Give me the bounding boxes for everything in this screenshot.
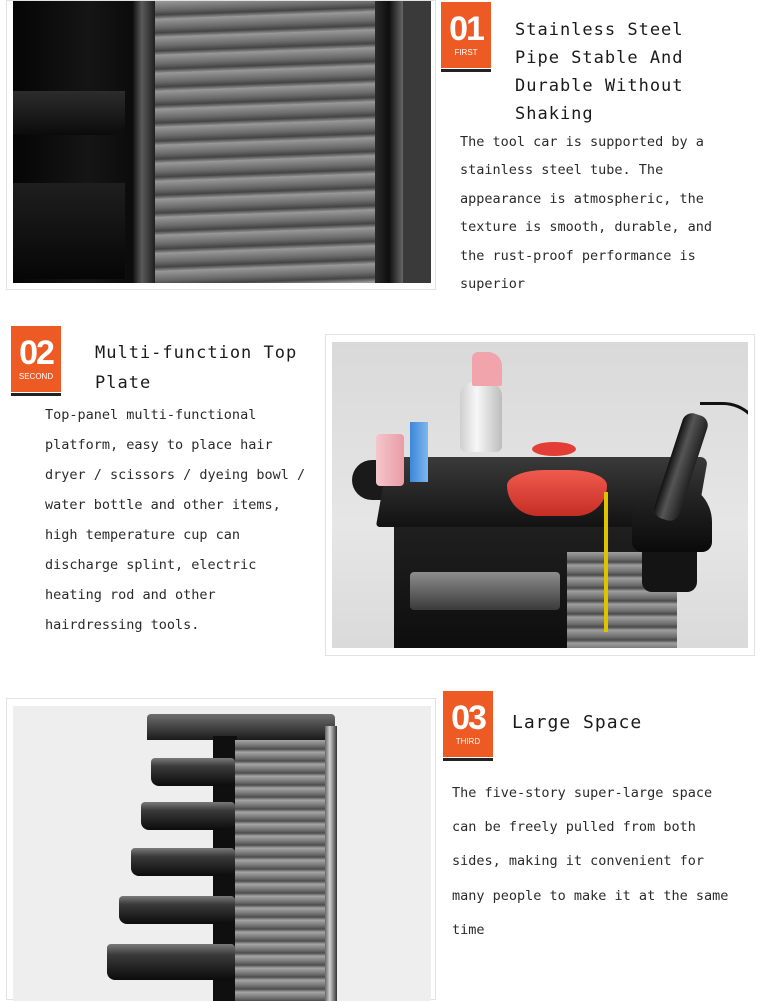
body-line: sides, making it convenient for xyxy=(452,853,704,870)
blue-comb xyxy=(410,422,428,482)
title-line: Durable Without xyxy=(515,76,684,96)
cart-drawer xyxy=(410,572,560,610)
pink-brush xyxy=(376,434,404,486)
badge-underline xyxy=(443,758,493,761)
drawer-5 xyxy=(107,944,235,980)
photo-top-plate xyxy=(332,342,748,648)
badge-box xyxy=(441,2,491,68)
rolling-shutter xyxy=(155,1,381,283)
section-title-stainless-pipe xyxy=(515,16,684,128)
body-line: heating rod and other xyxy=(45,587,216,603)
body-line: the rust-proof performance is xyxy=(460,247,696,264)
photo-stainless-pipe xyxy=(13,1,431,283)
body-line: many people to make it at the same xyxy=(452,887,729,904)
title-line: Pipe Stable And xyxy=(515,48,684,68)
drawer-4 xyxy=(119,896,235,924)
body-line: Top-panel multi-functional xyxy=(45,407,257,423)
title-line: Large Space xyxy=(512,712,643,733)
badge-second xyxy=(11,326,61,396)
body-line: stainless steel tube. The xyxy=(460,162,664,179)
title-line: Stainless Steel xyxy=(515,20,684,40)
body-line: superior xyxy=(460,276,526,293)
body-line: discharge splint, electric xyxy=(45,557,257,573)
drawer-3 xyxy=(131,848,235,876)
badge-box xyxy=(443,691,493,757)
badge-box xyxy=(11,326,61,392)
body-line: appearance is atmospheric, the xyxy=(460,190,704,207)
body-line: texture is smooth, durable, and xyxy=(460,219,712,236)
badge-number: 03 xyxy=(451,699,485,737)
section-body-stainless-pipe xyxy=(460,128,712,298)
body-line: high temperature cup can xyxy=(45,527,241,543)
rolling-shutter xyxy=(235,740,327,1001)
badge-number: 01 xyxy=(449,10,483,48)
body-line: water bottle and other items, xyxy=(45,497,281,513)
badge-underline xyxy=(11,393,61,396)
body-line: can be freely pulled from both xyxy=(452,819,696,836)
body-line: dryer / scissors / dyeing bowl / xyxy=(45,467,306,483)
spray-bottle-trigger xyxy=(472,352,502,386)
body-line: The tool car is supported by a xyxy=(460,134,704,150)
badge-label: THIRD xyxy=(455,737,481,746)
small-red-bowl xyxy=(532,442,576,456)
photo-frame-large-space xyxy=(6,698,436,1000)
title-line: Shaking xyxy=(515,104,594,124)
heating-rod xyxy=(604,492,608,632)
spray-bottle xyxy=(460,382,502,452)
cart-top-plate xyxy=(147,714,335,740)
cart-tray xyxy=(13,91,125,135)
body-line: The five-story super-large space xyxy=(452,785,713,801)
title-line: Plate xyxy=(95,373,152,393)
section-body-top-plate xyxy=(45,400,305,640)
badge-label: FIRST xyxy=(454,48,478,57)
photo-frame-top-plate xyxy=(325,334,755,656)
title-line: Multi-function Top xyxy=(95,343,298,363)
photo-large-space xyxy=(13,706,431,1001)
dyeing-bowl xyxy=(507,470,607,516)
badge-third xyxy=(443,691,493,761)
drawer-2 xyxy=(141,802,235,830)
body-line: time xyxy=(452,921,485,938)
badge-number: 02 xyxy=(19,334,53,372)
photo-frame-stainless-pipe xyxy=(6,0,436,290)
body-line: hairdressing tools. xyxy=(45,617,200,633)
section-title-top-plate xyxy=(95,338,297,398)
cart-drawer xyxy=(13,183,125,279)
badge-label: SECOND xyxy=(18,372,54,381)
badge-first xyxy=(441,2,491,72)
shutter-edge xyxy=(375,1,403,283)
steel-pipe xyxy=(133,1,155,283)
badge-underline xyxy=(441,69,491,72)
steel-pipe xyxy=(325,726,337,1001)
section-title-large-space xyxy=(512,709,642,737)
drawer-1 xyxy=(151,758,235,786)
section-body-large-space xyxy=(452,776,728,947)
body-line: platform, easy to place hair xyxy=(45,437,273,453)
